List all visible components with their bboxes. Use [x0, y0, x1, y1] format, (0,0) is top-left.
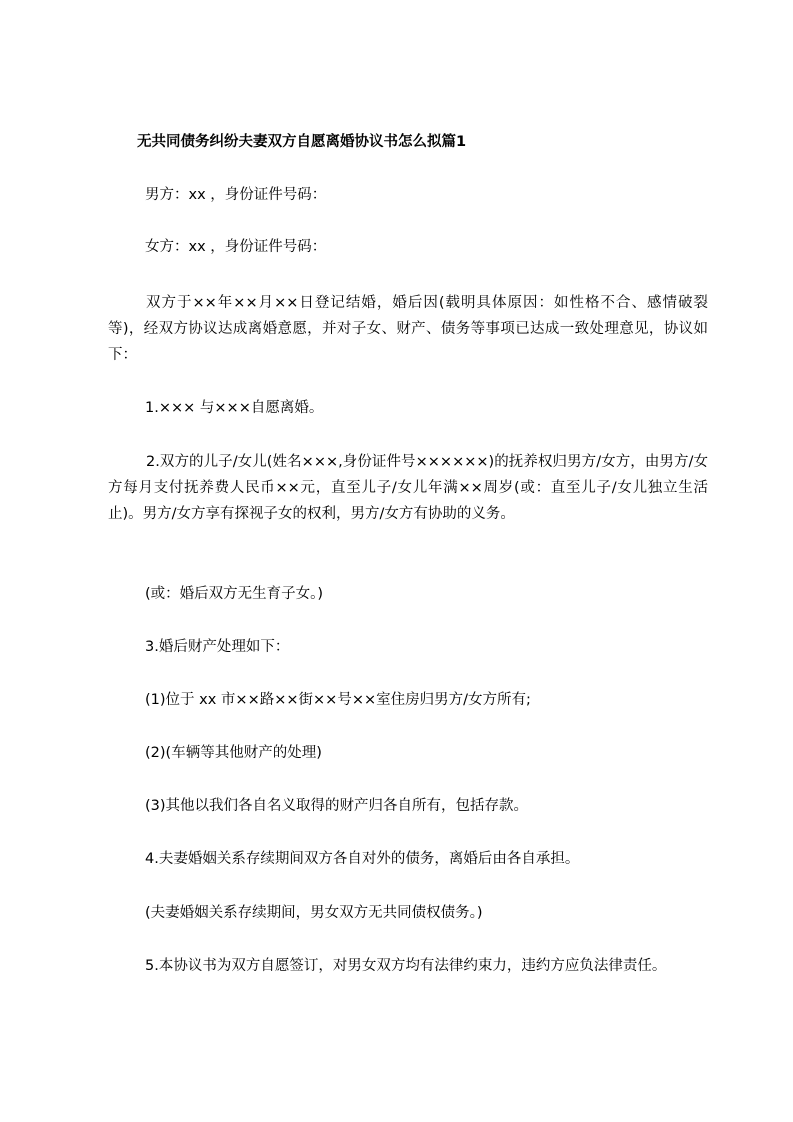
clause-1: 1.××× 与×××自愿离婚。	[145, 400, 324, 416]
clause-5: 5.本协议书为双方自愿签订，对男女双方均有法律约束力，违约方应负法律责任。	[145, 958, 667, 974]
clause-2: 2.双方的儿子/女儿(姓名×××,身份证件号××××××)的抚养权归男方/女方，由男方/女方每月支付抚养费人民币××元，直至儿子/女儿年满××周岁(或：直至儿子/女儿独立生活止)。男方/女方享有探视子女的权利，男方/女方有协助的义务。	[108, 454, 708, 522]
intro-paragraph: 双方于××年××月××日登记结婚，婚后因(载明具体原因：如性格不合、感情破裂等)，经双方协议达成离婚意愿，并对子女、财产、债务等事项已达成一致处理意见，协议如下：	[108, 295, 708, 363]
clause-3-1: (1)位于 xx 市××路××街××号××室住房归男方/女方所有;	[145, 692, 531, 708]
male-party-line: 男方：xx ，身份证件号码：	[145, 187, 327, 203]
female-party-line: 女方：xx ，身份证件号码：	[145, 239, 327, 255]
clause-4-alternative: (夫妻婚姻关系存续期间，男女双方无共同债权债务。)	[145, 905, 483, 921]
clause-2-alternative: (或：婚后双方无生育子女。)	[145, 586, 324, 602]
clause-3-2: (2)(车辆等其他财产的处理)	[145, 745, 322, 761]
document-title: 无共同债务纠纷夫妻双方自愿离婚协议书怎么拟篇1	[137, 134, 467, 150]
clause-3-3: (3)其他以我们各自名义取得的财产归各自所有，包括存款。	[145, 798, 529, 814]
clause-3: 3.婚后财产处理如下：	[145, 639, 290, 655]
clause-4: 4.夫妻婚姻关系存续期间双方各自对外的债务，离婚后由各自承担。	[145, 851, 580, 867]
